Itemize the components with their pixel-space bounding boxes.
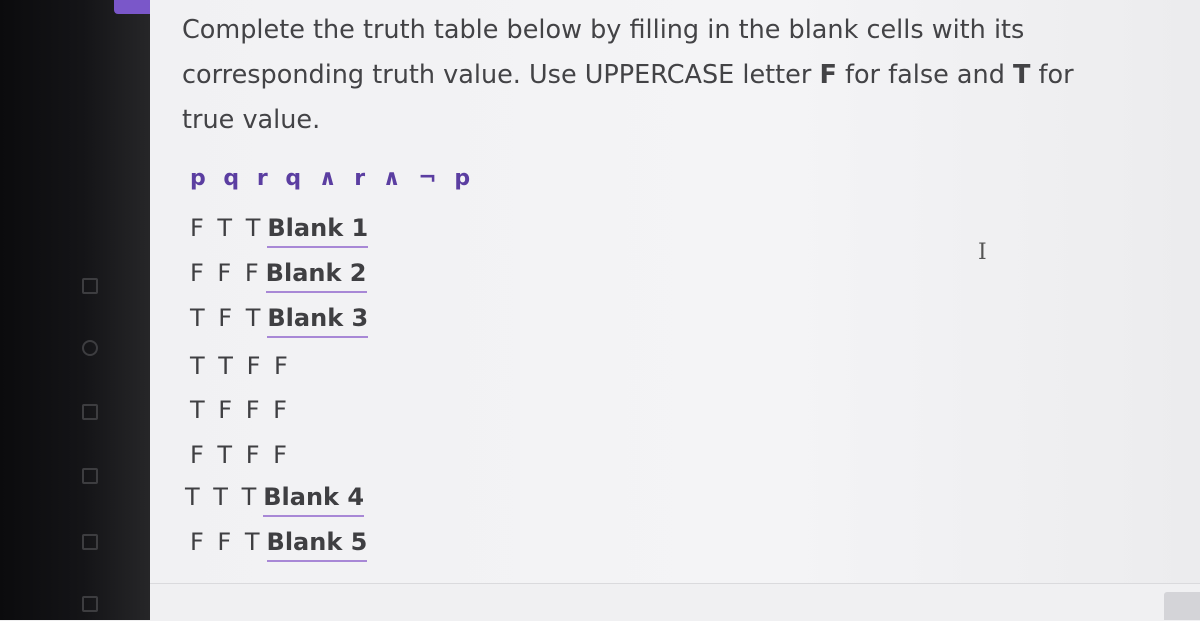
bold-f: F: [819, 60, 837, 90]
document-icon[interactable]: [82, 278, 98, 294]
list-icon[interactable]: [82, 534, 98, 550]
table-row: T F T Blank 3: [190, 304, 368, 338]
blank-4-field[interactable]: Blank 4: [263, 483, 364, 517]
question-line-2: corresponding truth value. Use UPPERCASE letter F for false and T for: [182, 60, 1074, 90]
blank-5-field[interactable]: Blank 5: [267, 528, 368, 562]
calendar-icon[interactable]: [82, 404, 98, 420]
question-line-1: Complete the truth table below by filling in the blank cells with its: [182, 15, 1025, 45]
edit-icon[interactable]: [82, 596, 98, 612]
table-row: T T T Blank 4: [185, 483, 364, 517]
bold-t: T: [1012, 60, 1031, 90]
question-text: [182, 8, 1102, 143]
table-row: F F F Blank 2: [190, 259, 367, 293]
text-cursor-icon: I: [978, 240, 987, 265]
table-row: T T F F: [190, 352, 291, 380]
inbox-icon[interactable]: [82, 468, 98, 484]
table-row: F F T Blank 5: [190, 528, 367, 562]
left-sidebar: [0, 0, 150, 620]
blank-2-field[interactable]: Blank 2: [266, 259, 367, 293]
question-line-3: true value.: [182, 105, 321, 135]
users-icon[interactable]: [82, 340, 98, 356]
blank-3-field[interactable]: Blank 3: [267, 304, 368, 338]
scroll-corner[interactable]: [1164, 592, 1200, 620]
bottom-bar: [150, 583, 1200, 621]
table-row: T F F F: [190, 396, 290, 424]
table-row: F T F F: [190, 441, 290, 469]
table-row: F T T Blank 1: [190, 214, 368, 248]
truth-table-header: p q r q ∧ r ∧ ¬ p: [190, 166, 476, 191]
blank-1-field[interactable]: Blank 1: [267, 214, 368, 248]
